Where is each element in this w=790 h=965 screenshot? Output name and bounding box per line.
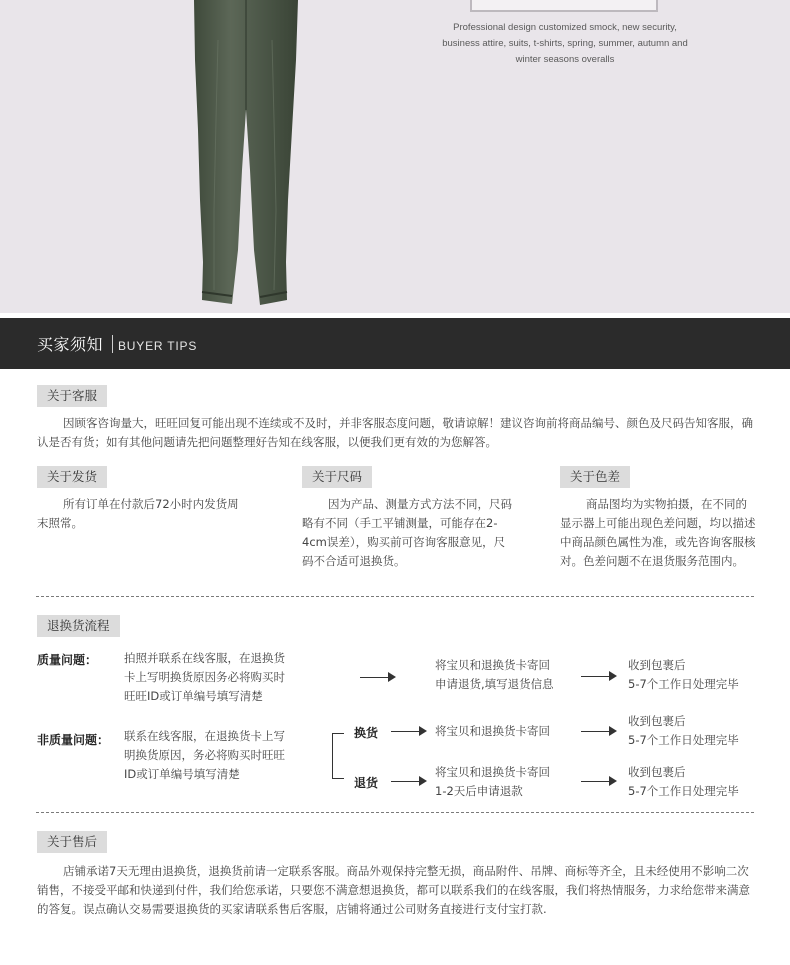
exchange-step2: 将宝贝和退换货卡寄回 [435,724,550,738]
arrow-right-icon [391,776,427,786]
header-title-en: BUYER TIPS [118,339,198,353]
quality-step3-line: 5-7个工作日处理完毕 [628,677,739,691]
exchange-step3-line: 5-7个工作日处理完毕 [628,733,739,747]
non-quality-problem-steps [124,727,324,784]
sizing-tag: 关于尺码 [302,466,372,488]
exchange-label: 换货 [354,726,379,740]
after-sales-text [37,862,755,919]
shipping-text [37,495,249,533]
after-sales-tag: 关于售后 [37,831,107,853]
non-quality-line: ID或订单编号填写清楚 [124,767,240,781]
return-flow-tag: 退换货流程 [37,615,120,637]
refund-step2-line: 1-2天后申请退款 [435,784,523,798]
refund-step3-line: 收到包裹后 [628,765,686,779]
tagline-line: winter seasons overalls [515,54,615,65]
header-title-zh: 买家须知 [37,335,104,354]
quality-step2-line: 将宝贝和退换货卡寄回 [435,658,550,672]
sizing-text [302,495,512,571]
after-sales-body: 店铺承诺7天无理由退换货，退换货前请一定联系客服。商品外观保持完整无损，商品附件、吊牌、商标等齐全，且未经使用不影响二次销售，不接受平邮和快递到付件，我们给您承诺，只要您不满意想退换货，都可以联系我们的在线客服，我们将热情服务，力求给您带来满意的答复。误点确认交易需要退换货的买家请联系售后客服，店铺将通过公司财务直接进行支付宝打款. [37,864,750,916]
color-tag: 关于色差 [560,466,630,488]
refund-step3 [628,763,754,801]
quality-step3-line: 收到包裹后 [628,658,686,672]
customer-service-body: 因顾客咨询量大，旺旺回复可能出现不连续或不及时，并非客服态度问题，敬请谅解！建议咨询前将商品编号、颜色及尺码告知客服，确认是否有货；如有其他问题请先把问题整理好告知在线客服，以便我们更有效的为您解答。 [37,416,753,449]
buyer-tips-header [0,318,790,369]
non-quality-problem-label: 非质量问题： [37,733,110,747]
tagline-line: Professional design customized smock, new security, [453,22,677,33]
arrow-right-icon [581,776,617,786]
refund-step3-line: 5-7个工作日处理完毕 [628,784,739,798]
exchange-step3 [628,712,754,750]
customer-service-text [37,414,755,452]
customer-service-tag: 关于客服 [37,385,107,407]
quality-problem-label: 质量问题： [37,653,98,667]
pants-photo [188,0,304,313]
arrow-right-icon [581,726,617,736]
non-quality-line: 明换货原因，务必将购买时旺旺 [124,748,285,762]
sizing-body: 因为产品、测量方式方法不同，尺码略有不同（手工平铺测量，可能存在2-4cm误差），购买前可咨询客服意见，尺码不合适可退换货。 [302,497,512,568]
dashed-divider [36,596,754,597]
refund-label: 退货 [354,776,379,790]
arrow-right-icon [391,726,427,736]
arrow-right-icon [581,671,617,681]
shipping-tag: 关于发货 [37,466,107,488]
refund-step2 [435,763,585,801]
tagline-card [470,0,658,12]
bracket-icon [332,733,344,779]
refund-step2-line: 将宝贝和退换货卡寄回 [435,765,550,779]
non-quality-line: 联系在线客服，在退换货卡上写 [124,729,285,743]
arrow-right-icon [360,672,396,682]
quality-line: 卡上写明换货原因务必将购买时 [124,670,285,684]
dashed-divider [36,812,754,813]
quality-line: 旺旺ID或订单编号填写清楚 [124,689,263,703]
color-text [560,495,758,571]
quality-step2-line: 申请退货,填写退货信息 [435,677,554,691]
quality-step3 [628,656,754,694]
header-separator [112,335,113,353]
color-body: 商品图均为实物拍摄，在不同的显示器上可能出现色差问题，均以描述中商品颜色属性为准，或先咨询客服核对。色差问题不在退货服务范围内。 [560,497,756,568]
product-hero [0,0,790,313]
quality-step2 [435,656,585,694]
shipping-body: 所有订单在付款后72小时内发货周末照常。 [37,497,239,530]
tagline-line: business attire, suits, t-shirts, spring, summer, autumn and [442,38,688,49]
quality-problem-steps [124,649,324,706]
product-tagline [418,20,712,68]
exchange-step3-line: 收到包裹后 [628,714,686,728]
quality-line: 拍照并联系在线客服，在退换货 [124,651,285,665]
